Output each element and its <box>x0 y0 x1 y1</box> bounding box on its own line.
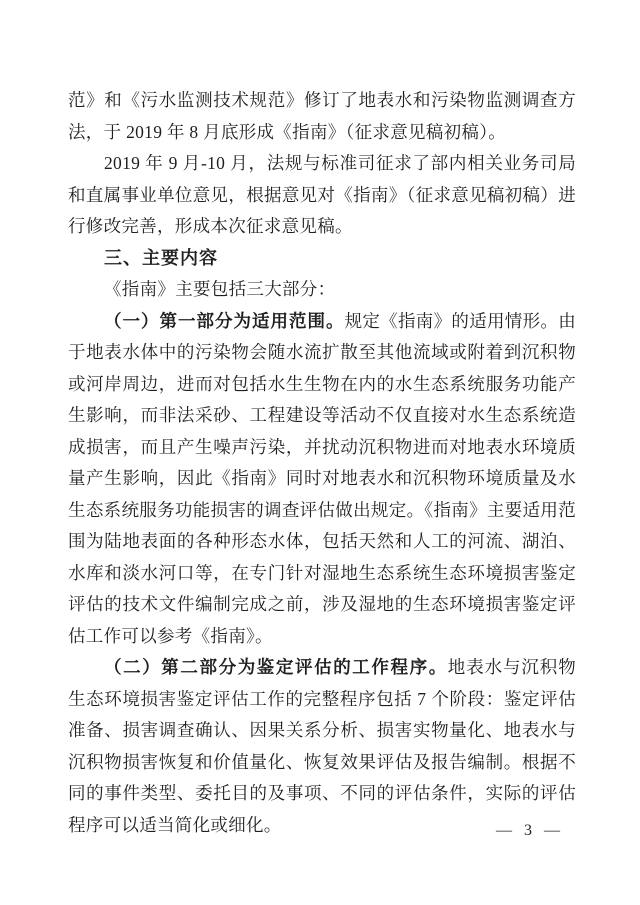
part-one-lead-bold: （一）第一部分为适用范围。 <box>104 310 345 331</box>
paragraph-feedback-process: 2019 年 9 月-10 月，法规与标准司征求了部内相关业务司局和直属事业单位意见，根据意见对《指南》（征求意见稿初稿）进行修改完善，形成本次征求意见稿。 <box>68 153 576 236</box>
part-two-lead-bold: （二）第二部分为鉴定评估的工作程序。 <box>104 657 448 677</box>
paragraph-part-two <box>68 652 576 841</box>
part-one-body-text: 规定《指南》的适用情形。由于地表水体中的污染物会随水流扩散至其他流域或附着到沉积物或河岸周边，进而对包括水生生物在内的水生态系统服务功能产生影响，而非法采砂、工程建设等活动不仅直接对水生态系统造成损害，而且产生噪声污染，并扰动沉积物进而对地表水环境质量产生影响，因此《指南》同时对地表水和沉积物环境质量及水生态系统服务功能损害的调查评估做出规定。《指南》主要适用范围为陆地表面的各种形态水体，包括天然和人工的河流、湖泊、水库和淡水河口等，在专门针对湿地生态系统生态环境损害鉴定评估的技术文件编制完成之前，涉及湿地的生态环境损害鉴定评估工作可以参考《指南》。 <box>68 310 577 646</box>
section-heading-main-content: 三、主要内容 <box>104 247 218 268</box>
paragraph-continuation: 范》和《污水监测技术规范》修订了地表水和污染物监测调查方法，于 2019 年 8 月底形成《指南》（征求意见稿初稿）。 <box>68 90 576 142</box>
paragraph-parts-intro: 《指南》主要包括三大部分： <box>104 279 336 299</box>
part-two-body-text: 地表水与沉积物生态环境损害鉴定评估工作的完整程序包括 7 个阶段：鉴定评估准备、损害调查确认、因果关系分析、损害实物量化、地表水与沉积物损害恢复和价值量化、恢复效果评估及报告编制。根据不同的事件类型、委托目的及事项、不同的评估条件，实际的评估程序可以适当简化或细化。 <box>68 657 576 835</box>
document-body <box>68 85 576 841</box>
paragraph-part-one <box>68 306 576 653</box>
page-number: — 3 — <box>496 822 564 839</box>
